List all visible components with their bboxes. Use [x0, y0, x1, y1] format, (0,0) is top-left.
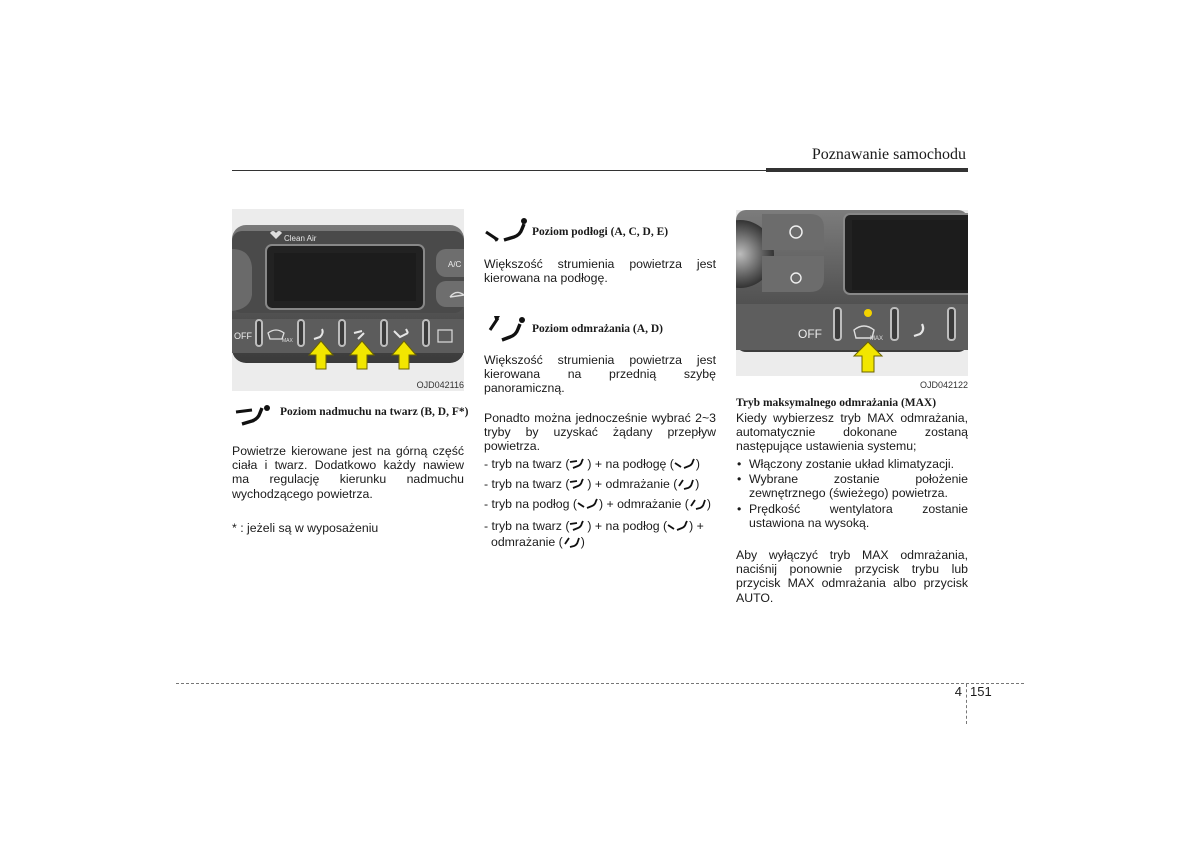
combo-text: )	[580, 535, 585, 549]
climate-panel-illustration	[232, 209, 464, 391]
highlight-arrows	[309, 341, 416, 369]
max-defrost-off-instructions: Aby wyłączyć tryb MAX odmrażania, naciśnij ponownie przycisk trybu lub przycisk MAX odmrażania albo przycisk AUTO.	[736, 548, 968, 605]
off-label: OFF	[234, 331, 252, 341]
max-defrost-illustration	[736, 210, 968, 376]
header-bar	[766, 168, 968, 172]
mode-combo-2	[484, 477, 699, 491]
combo-text: - tryb na podłog (	[484, 497, 577, 511]
list-item	[736, 457, 968, 471]
clean-air-label: Clean Air	[284, 234, 317, 243]
list-item	[736, 472, 968, 500]
page-header-title: Poznawanie samochodu	[811, 146, 966, 163]
face-level-description: Powietrze kierowane jest na górną część ciała i twarz. Dodatkowo każdy nawiew ma regulację kierunku nadmuchu wychodzącego powietrza.	[232, 444, 464, 501]
footer-dashed-rule	[176, 683, 1024, 684]
floor-level-heading: Poziom podłogi (A, C, D, E)	[532, 226, 669, 238]
max-label: MAX	[870, 336, 884, 342]
combo-text: odmrażanie (	[491, 535, 563, 549]
header-rule	[232, 170, 766, 171]
face-mode-mini-icon	[569, 458, 587, 470]
max-indicator-light	[864, 309, 872, 317]
defrost-mode-mini-icon	[563, 536, 581, 548]
floor-level-icon	[484, 218, 530, 251]
combo-text: - tryb na twarz (	[484, 477, 570, 491]
combo-text: ) + na podłogę (	[587, 457, 674, 471]
combo-text: ) + na podłog (	[587, 519, 668, 533]
combo-text: )	[695, 457, 701, 471]
photo-code-2: OJD042122	[919, 380, 968, 390]
combo-text: - tryb na twarz (	[484, 519, 570, 533]
floor-mode-mini-icon	[674, 458, 696, 470]
combo-text: )	[706, 497, 711, 511]
climate-panel-photo-2	[736, 210, 968, 376]
list-item-text: Włączony zostanie układ klimatyzacji.	[749, 457, 955, 471]
climate-panel-photo-1	[232, 209, 464, 391]
combo-text: ) + odmrażanie (	[598, 497, 689, 511]
floor-mode-mini-icon	[667, 520, 689, 532]
max-defrost-heading: Tryb maksymalnego odmrażania (MAX)	[736, 397, 937, 409]
mode-combo-3	[484, 497, 711, 511]
mode-combo-1	[484, 457, 700, 471]
ac-label: A/C	[448, 260, 462, 269]
defrost-level-icon	[486, 312, 528, 349]
defrost-mode-mini-icon	[689, 498, 707, 510]
bullet: •	[737, 501, 742, 516]
max-label: MAX	[282, 338, 293, 344]
off-label: OFF	[798, 327, 822, 341]
footer-dashed-divider	[966, 684, 967, 724]
max-defrost-settings-list	[736, 457, 968, 531]
face-mode-mini-icon	[569, 520, 587, 532]
list-item-text: Prędkość wentylatora zostanie ustawiona na wysoką.	[749, 501, 968, 530]
combo-text: ) + odmrażanie (	[587, 477, 678, 491]
face-level-icon	[234, 404, 274, 435]
combo-text: - tryb na twarz (	[484, 457, 570, 471]
mode-combo-4	[484, 519, 704, 533]
combo-text: ) +	[689, 519, 704, 533]
defrost-level-heading: Poziom odmrażania (A, D)	[532, 323, 663, 335]
face-level-heading: Poziom nadmuchu na twarz (B, D, F*)	[280, 406, 469, 418]
list-item	[736, 502, 968, 530]
list-item-text: Wybrane zostanie położenie zewnętrznego (świeżego) powietrza.	[749, 472, 968, 501]
floor-level-description: Większość strumienia powietrza jest kierowana na podłogę.	[484, 257, 716, 286]
defrost-mode-mini-icon	[677, 478, 695, 490]
combo-text: )	[695, 477, 700, 491]
bullet: •	[737, 457, 742, 471]
combined-modes-description: Ponadto można jednocześnie wybrać 2~3 tryby by uzyskać żądany przepływ powietrza.	[484, 411, 716, 454]
defrost-level-description: Większość strumienia powietrza jest kierowana na przednią szybę panoramiczną.	[484, 353, 716, 396]
bullet: •	[737, 472, 742, 487]
floor-mode-mini-icon	[577, 498, 599, 510]
page-number: 151	[970, 684, 992, 699]
max-defrost-intro: Kiedy wybierzesz tryb MAX odmrażania, automatycznie dokonane zostaną następujące ustawienia systemu;	[736, 411, 968, 454]
photo-code-1: OJD042116	[416, 380, 464, 390]
face-mode-mini-icon	[569, 478, 587, 490]
mode-combo-4-continued	[491, 535, 585, 549]
equipment-footnote: * : jeżeli są w wyposażeniu	[232, 521, 379, 535]
chapter-number: 4	[954, 684, 962, 699]
